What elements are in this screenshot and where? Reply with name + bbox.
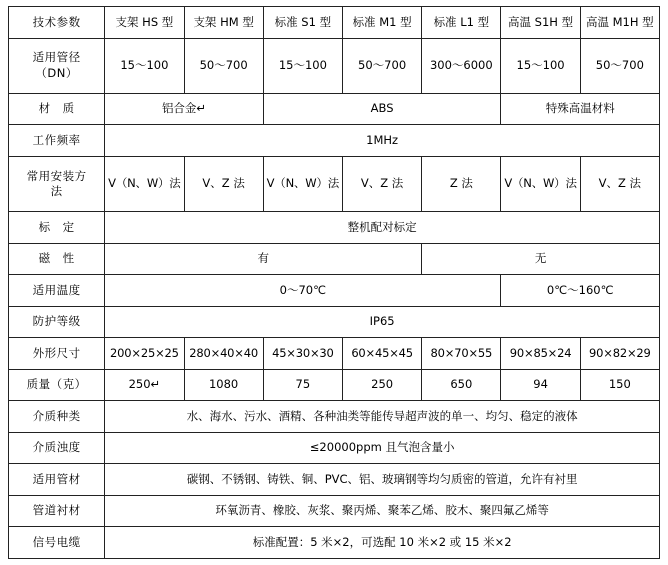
- row-label-pipe-diameter: [9, 38, 105, 93]
- row-label-protection-grade: 防护等级: [9, 306, 105, 338]
- row-label-line2: （DN）: [35, 65, 78, 80]
- cell: 15～100: [263, 38, 342, 93]
- table-row: [9, 369, 660, 401]
- cell: 90×82×29: [580, 338, 659, 370]
- cell: 环氧沥青、橡胶、灰浆、聚丙烯、聚苯乙烯、胶木、聚四氟乙烯等: [105, 495, 660, 527]
- header-cell-hm: 支架 HM 型: [184, 7, 263, 39]
- cell: V（N、W）法: [105, 156, 184, 211]
- row-label-temperature: 适用温度: [9, 275, 105, 307]
- cell: V、Z 法: [580, 156, 659, 211]
- cell: 50～700: [184, 38, 263, 93]
- cell: 标准配置：5 米×2，可选配 10 米×2 或 15 米×2: [105, 527, 660, 559]
- cell: IP65: [105, 306, 660, 338]
- cell: 0℃～160℃: [501, 275, 660, 307]
- cell: 水、海水、污水、酒精、各种油类等能传导超声波的单一、均匀、稳定的液体: [105, 401, 660, 433]
- table-header-row: [9, 7, 660, 39]
- table-row: [9, 432, 660, 464]
- header-cell-params: 技术参数: [9, 7, 105, 39]
- row-label-turbidity: 介质浊度: [9, 432, 105, 464]
- cell: 94: [501, 369, 580, 401]
- specification-table: [8, 6, 660, 559]
- table-row: [9, 156, 660, 211]
- cell: 铝合金↵: [105, 93, 263, 125]
- cell: 1MHz: [105, 125, 660, 157]
- cell: V、Z 法: [342, 156, 421, 211]
- cell: 200×25×25: [105, 338, 184, 370]
- cell: V、Z 法: [184, 156, 263, 211]
- cell: 0～70℃: [105, 275, 501, 307]
- row-label-install-method: [9, 156, 105, 211]
- cell: Z 法: [422, 156, 501, 211]
- cell: 45×30×30: [263, 338, 342, 370]
- header-cell-hs: 支架 HS 型: [105, 7, 184, 39]
- row-label-pipe-material: 适用管材: [9, 464, 105, 496]
- header-cell-m1: 标准 M1 型: [342, 7, 421, 39]
- cell: 特殊高温材料: [501, 93, 660, 125]
- table-row: [9, 306, 660, 338]
- table-row: [9, 401, 660, 433]
- row-label-line1: 常用安装方: [26, 168, 87, 183]
- cell: ≤20000ppm 且气泡含量小: [105, 432, 660, 464]
- row-label-line2: 法: [50, 184, 63, 199]
- table-row: [9, 495, 660, 527]
- cell: 75: [263, 369, 342, 401]
- cell: 碳钢、不锈钢、铸铁、铜、PVC、铝、玻璃钢等均匀质密的管道，允许有衬里: [105, 464, 660, 496]
- row-label-frequency: 工作频率: [9, 125, 105, 157]
- row-label-signal-cable: 信号电缆: [9, 527, 105, 559]
- row-label-medium-type: 介质种类: [9, 401, 105, 433]
- row-label-dimensions: 外形尺寸: [9, 338, 105, 370]
- cell: 无: [422, 243, 660, 275]
- table-row: [9, 275, 660, 307]
- cell: V（N、W）法: [501, 156, 580, 211]
- cell: 250: [342, 369, 421, 401]
- row-label-liner-material: 管道衬材: [9, 495, 105, 527]
- cell: V（N、W）法: [263, 156, 342, 211]
- row-label-magnetism: 磁 性: [9, 243, 105, 275]
- table-row: [9, 38, 660, 93]
- cell: 有: [105, 243, 422, 275]
- table-row: [9, 93, 660, 125]
- cell: 250↵: [105, 369, 184, 401]
- cell: 60×45×45: [342, 338, 421, 370]
- table-row: [9, 464, 660, 496]
- row-label-line1: 适用管径: [32, 50, 81, 65]
- cell: 50～700: [342, 38, 421, 93]
- header-cell-l1: 标准 L1 型: [422, 7, 501, 39]
- row-label-material: 材 质: [9, 93, 105, 125]
- cell: 整机配对标定: [105, 212, 660, 244]
- header-cell-m1h: 高温 M1H 型: [580, 7, 659, 39]
- cell: 280×40×40: [184, 338, 263, 370]
- table-row: [9, 125, 660, 157]
- row-label-weight: 质量（克）: [9, 369, 105, 401]
- header-cell-s1: 标准 S1 型: [263, 7, 342, 39]
- cell: 1080: [184, 369, 263, 401]
- cell: 80×70×55: [422, 338, 501, 370]
- cell: 15～100: [501, 38, 580, 93]
- cell: 50～700: [580, 38, 659, 93]
- table-row: [9, 243, 660, 275]
- table-row: [9, 338, 660, 370]
- cell: 15～100: [105, 38, 184, 93]
- table-row: [9, 212, 660, 244]
- row-label-calibration: 标 定: [9, 212, 105, 244]
- table-row: [9, 527, 660, 559]
- cell: ABS: [263, 93, 501, 125]
- cell: 300～6000: [422, 38, 501, 93]
- header-cell-s1h: 高温 S1H 型: [501, 7, 580, 39]
- cell: 90×85×24: [501, 338, 580, 370]
- cell: 150: [580, 369, 659, 401]
- cell: 650: [422, 369, 501, 401]
